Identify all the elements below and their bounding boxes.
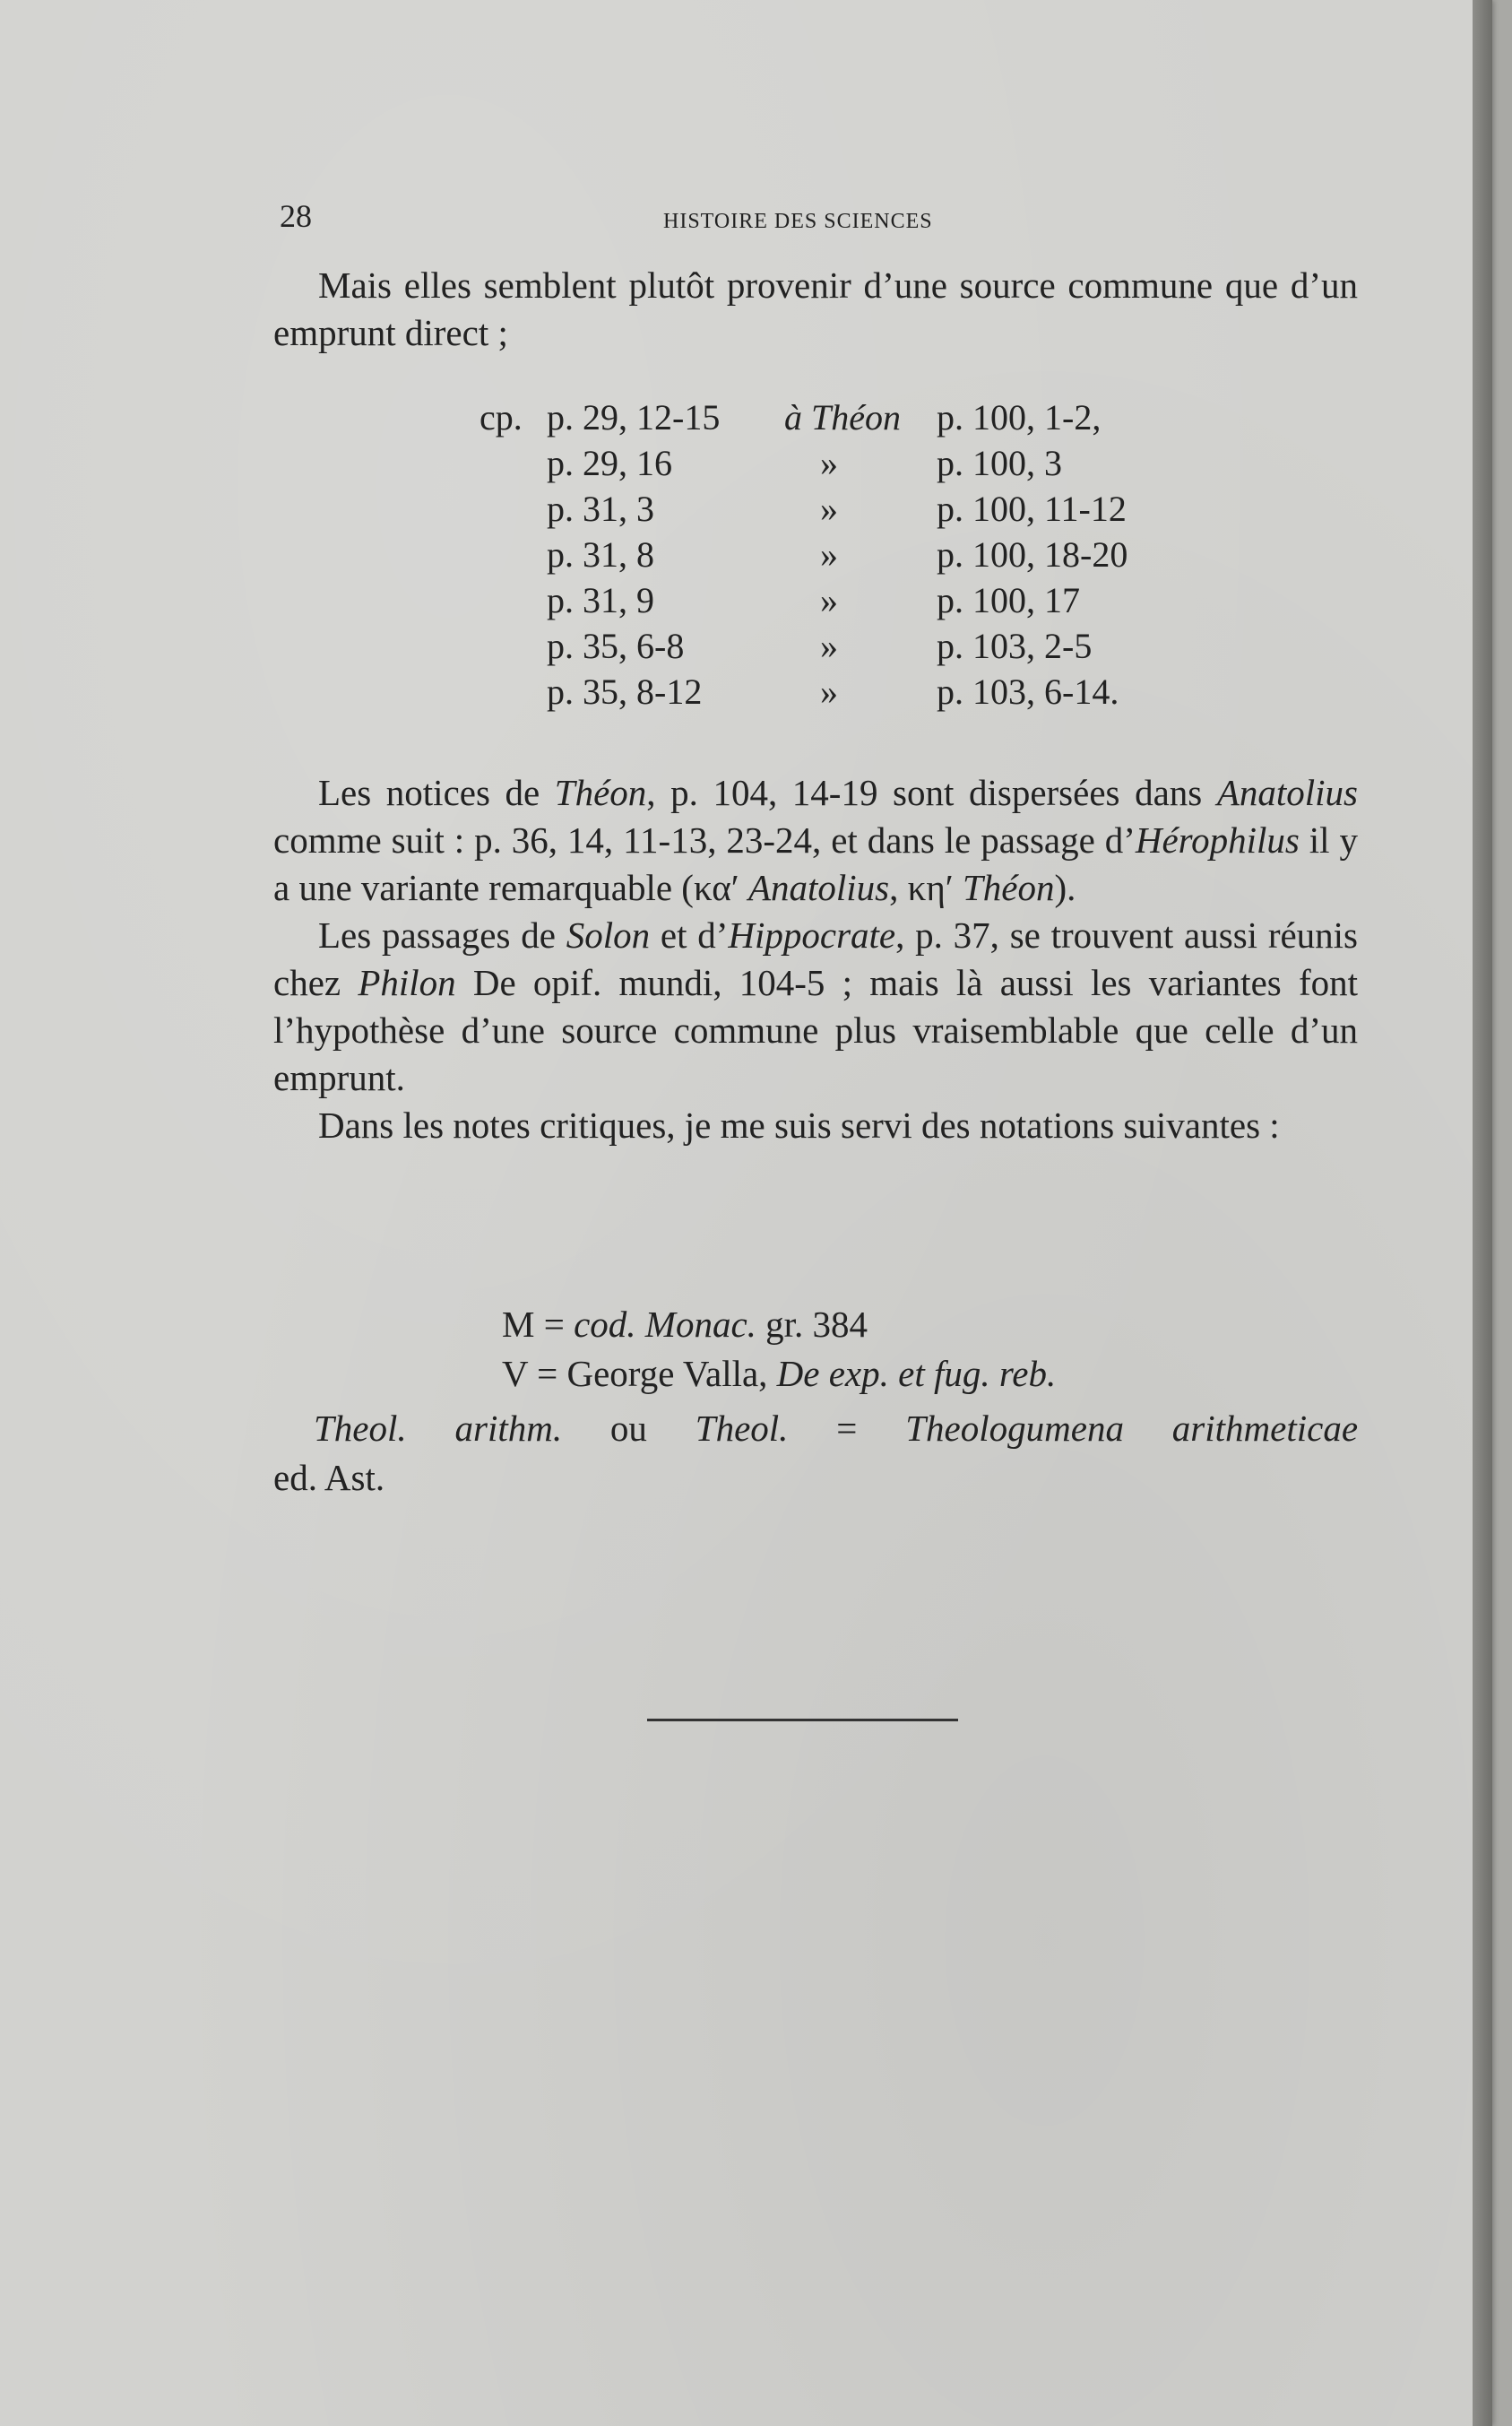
paragraph-notices	[273, 769, 1358, 912]
reference-right: p. 103, 2-5	[937, 626, 1093, 666]
text-run: gr. 384	[756, 1304, 868, 1345]
reference-right: p. 100, 1-2,	[937, 397, 1102, 438]
abbreviation-key: M	[502, 1304, 535, 1345]
equals-sign: =	[537, 1353, 558, 1394]
italic-run: Théon	[554, 772, 647, 813]
text-run: De opif. mundi, 104-5 ; mais là aussi les variantes font l’hypothèse d’une source commune plus vraisemblable que celle d’un emprunt.	[273, 962, 1358, 1098]
reference-left: p. 29, 16	[547, 443, 672, 483]
text-run: ).	[1054, 867, 1076, 908]
text-run: comme suit : p. 36, 14, 11-13, 23-24, et dans le passage d’	[273, 819, 1136, 861]
text-run: Les notices de	[318, 772, 555, 813]
text-run: , κη′	[889, 867, 963, 908]
text-run: , p. 104, 14-19 sont dispersées dans	[646, 772, 1217, 813]
text-run: il y a une variante remarquable (κα′	[273, 819, 1358, 908]
reference-right: p. 103, 6-14.	[937, 671, 1119, 712]
page-number: 28	[280, 198, 312, 234]
reference-separator: »	[820, 534, 838, 575]
reference-separator	[784, 394, 901, 440]
reference-prefix: cp.	[480, 397, 523, 438]
running-head: HISTOIRE DES SCIENCES	[663, 210, 933, 233]
reference-left: p. 29, 12-15	[547, 397, 721, 438]
text-run: ou	[562, 1408, 696, 1449]
abbreviation-list	[502, 1300, 1056, 1399]
italic-run: Theol.	[695, 1408, 789, 1449]
abbreviation-theol	[273, 1404, 1358, 1503]
paragraph-notations: Dans les notes critiques, je me suis servi des notations suivantes :	[318, 1105, 1280, 1146]
page-edge-shadow	[1473, 0, 1492, 2426]
reference-left: p. 31, 8	[547, 534, 654, 575]
equals-sign: =	[543, 1304, 565, 1345]
italic-run: Anatolius	[747, 867, 890, 908]
reference-left: p. 35, 8-12	[547, 671, 703, 712]
reference-separator: »	[820, 671, 838, 712]
reference-left: p. 31, 3	[547, 489, 654, 529]
abbreviation-m	[502, 1300, 1056, 1349]
italic-run: Hérophilus	[1135, 819, 1300, 861]
page-header	[280, 197, 1355, 242]
abbreviation-v	[502, 1349, 1056, 1399]
reference-right: p. 100, 18-20	[937, 534, 1128, 575]
reference-left: p. 35, 6-8	[547, 626, 685, 666]
end-rule	[647, 1719, 958, 1721]
text-run: , p. 37, se trouvent aussi réunis chez	[273, 914, 1359, 1003]
italic-run: Theologumena arithmeticae	[905, 1408, 1359, 1449]
intro-paragraph	[273, 262, 1358, 357]
reference-separator: »	[820, 443, 838, 483]
reference-separator: »	[820, 580, 838, 620]
paragraph-passages	[273, 912, 1358, 1102]
reference-right: p. 100, 3	[937, 443, 1062, 483]
italic-run: Philon	[358, 962, 456, 1003]
reference-separator: »	[820, 626, 838, 666]
text-run: et d’	[650, 914, 729, 956]
italic-run: cod. Monac.	[574, 1304, 756, 1345]
body-text	[273, 769, 1358, 1149]
italic-run: Theol. arithm.	[314, 1408, 563, 1449]
italic-run: Hippocrate	[728, 914, 896, 956]
italic-run: Solon	[566, 914, 651, 956]
text-run: George Valla,	[566, 1353, 777, 1394]
abbreviation-key: V	[502, 1353, 528, 1394]
italic-run: Anatolius	[1216, 772, 1358, 813]
intro-text: Mais elles semblent plutôt provenir d’une source commune que d’un emprunt direct ;	[273, 264, 1358, 353]
reference-right: p. 100, 11-12	[937, 489, 1127, 529]
reference-left: p. 31, 9	[547, 580, 654, 620]
reference-separator: »	[820, 489, 838, 529]
reference-right: p. 100, 17	[937, 580, 1080, 620]
italic-run: Théon	[962, 867, 1055, 908]
equals-sign: =	[788, 1408, 906, 1449]
text-run: Les passages de	[318, 914, 566, 956]
abbreviation-theol-edition: ed. Ast.	[273, 1457, 385, 1498]
abbreviation-theol-line	[273, 1404, 1358, 1453]
italic-run: De exp. et fug. reb.	[776, 1353, 1057, 1394]
reference-separator-text: à Théon	[784, 397, 901, 438]
